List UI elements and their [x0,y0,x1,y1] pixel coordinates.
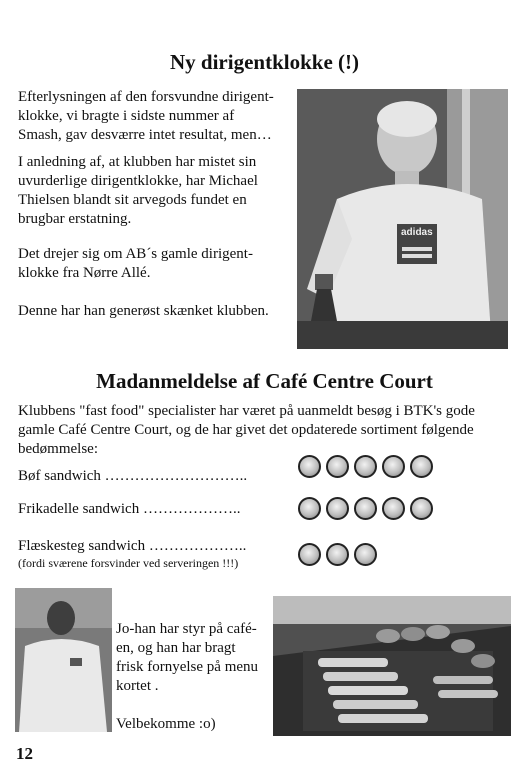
text-line: Efterlysningen af den forsvundne dirigent- [18,89,274,105]
article1-paragraph-2 [18,153,298,229]
text-line: I anledning af, at klubben har mistet sin [18,154,257,170]
rating-note-flaeskesteg: (fordi sværene forsvinder ved serveringen !!!) [18,556,239,570]
text-line: bedømmelse: [18,441,98,457]
grill-photo [273,596,511,736]
johan-photo [15,588,112,732]
rating-dot [410,497,433,520]
text-line: Klubbens "fast food" specialister har været på uanmeldt besøg i BTK's gode [18,403,475,419]
article1-paragraph-4: Denne har han generøst skænket klubben. [18,303,269,319]
text-line: klokke, vi bragte i sidste nummer af [18,108,235,124]
text-line: kortet . [116,678,159,694]
rating-dot [410,455,433,478]
rating-dot [382,455,405,478]
rating-dots-flaeskesteg [298,543,377,566]
text-line: gamle Café Centre Court, og de har givet det opdaterede sortiment følgende [18,422,474,438]
text-line: frisk fornyelse på menu [116,659,259,675]
rating-dot [354,455,377,478]
article1-title: Ny dirigentklokke (!) [170,50,359,74]
article1-paragraph-1 [18,88,298,145]
rating-dot [326,497,349,520]
text-line: Velbekomme :o) [116,716,216,732]
rating-dot [298,455,321,478]
johan-caption [116,620,271,734]
text-line: Det drejer sig om AB´s gamle dirigent- [18,246,253,262]
text-line: Smash, gav desværre intet resultat, men… [18,127,272,143]
text-line: Jo-han har styr på café- [116,621,257,637]
rating-dot [326,543,349,566]
article1-paragraph-3 [18,245,298,283]
shirt-logo-text: adidas [401,227,433,238]
rating-dot [326,455,349,478]
rating-dot [354,543,377,566]
bell-man-photo [297,89,508,349]
rating-dot [298,543,321,566]
rating-dot [354,497,377,520]
article2-title: Madanmeldelse af Café Centre Court [96,369,433,393]
rating-dot [382,497,405,520]
rating-label-boef: Bøf sandwich ……………………….. [18,468,248,484]
text-line: klokke fra Nørre Allé. [18,265,151,281]
rating-dots-frikadelle [298,497,433,520]
rating-dot [298,497,321,520]
article2-intro [18,402,518,459]
text-line: uvurderlige dirigentklokke, har Michael [18,173,258,189]
page-number: 12 [16,744,33,763]
rating-label-flaeskesteg: Flæskesteg sandwich ……………….. [18,538,247,554]
text-line: Thielsen blandt sit arvegods fundet en [18,192,247,208]
rating-label-frikadelle: Frikadelle sandwich ……………….. [18,501,241,517]
text-line: brugbar erstatning. [18,211,132,227]
text-line: en, og han har bragt [116,640,236,656]
rating-dots-boef [298,455,433,478]
